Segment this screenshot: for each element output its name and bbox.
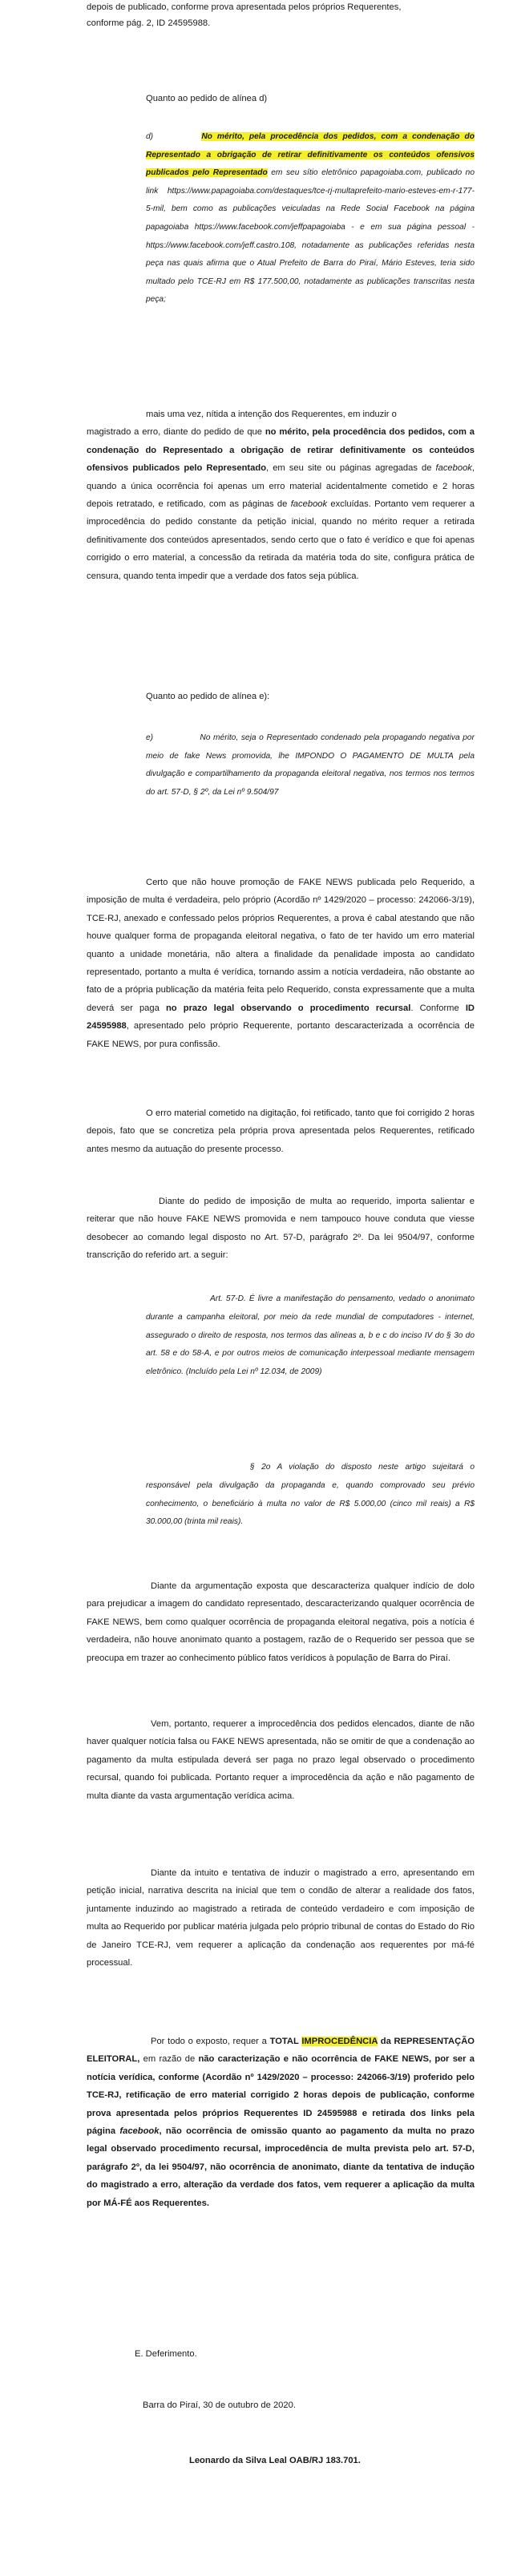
final-bold-representacao: da REPRESENTAÇÃO ELEITORAL, xyxy=(87,2037,475,2065)
para-d-facebook-1: facebook xyxy=(435,463,472,474)
final-highlight-improcedencia: IMPROCEDÊNCIA xyxy=(301,2037,378,2046)
final-bold-4: , não ocorrência de omissão quanto ao pagamento da multa no prazo legal observado procedimento recursal, improcedência de multa prevista pelo art. 57-D, parágrafo 2º, da lei 9504/97, não ocorrência de anonimato, diante da tentativa de indução do magistrado a erro, alteração da verdade dos fatos, vem requerer a aplicação da multa por MÁ-FÉ aos Requerentes. xyxy=(87,2126,475,2208)
paragraph-vem-portanto xyxy=(87,1715,475,1805)
para-d-text-1: magistrado a erro, diante do pedido de que xyxy=(87,427,265,438)
section-d-quote-text xyxy=(146,128,475,309)
law-quote-paragraph-2-text: § 2o A violação do disposto neste artigo sujeitará o responsável pela divulgação da propaganda e, quando comprovado seu prévio conhecimento, o beneficiário à multa no valor de R$ 5.000,00 (cinco mil reais) a R$ 30.000,00 (trinta mil reais). xyxy=(146,1463,475,1527)
paragraph-final-request-text xyxy=(87,2033,475,2212)
paragraph-fake-news xyxy=(87,874,475,1053)
section-e-quote-text xyxy=(146,729,475,801)
section-e-heading: Quanto ao pedido de alínea e): xyxy=(146,692,270,701)
para-d-bold: no mérito, pela procedência dos pedidos, com a condenação do Representado a obrigação de retirar definitivamente os conteúdos ofensivos publicados pelo Representado xyxy=(87,427,475,474)
paragraph-argumentacao xyxy=(87,1577,475,1667)
para-d-text-3: , quando a única ocorrência foi apenas um erro material acidentalmente cometido e 2 horas depois retratado, e retificado, com as páginas de xyxy=(87,463,475,510)
paragraph-vem-portanto-text: Vem, portanto, requerer a improcedência dos pedidos elencados, diante de não haver qualquer notícia falsa ou FAKE NEWS apresentada, não se omitir de que a condenação ao pagamento da multa estipulada deverá ser paga no prazo legal observado o procedimento recursal, quando foi publicada. Portanto requer a improcedência da ação e não pagamento de multa diante da vasta argumentação verídica acima. xyxy=(87,1719,475,1801)
para-d-text-4: excluídas. Portanto vem requerer a improcedência do pedido constante da petição inicial, quando no mérito requer a retirada definitivamente dos conteúdos apresentados, sendo certo que o fato é verídico e que foi apenas corrigido o erro material, a concessão da retirada da matéria toda do site, configura prática de censura, quando tenta impedir que a verdade dos fatos seja pública. xyxy=(87,499,475,581)
final-text-2: em razão de xyxy=(139,2054,199,2065)
paragraph-intuito xyxy=(87,1864,475,1972)
final-bold-3: não caracterização e não ocorrência de FAKE NEWS, por ser a notícia verídica, conforme (Acordão nº 1429/2020 – processo: 242066-3/19) proferido pelo TCE-RJ, retificação de erro material corrigido 2 horas depois de publicação, conforme prova apresentada pelos próprios Requerentes ID 24595988 e retirada dos links pela página xyxy=(87,2054,475,2137)
closing-place-date: Barra do Piraí, 30 de outubro de 2020. xyxy=(143,2400,296,2410)
paragraph-final-request xyxy=(87,2033,475,2212)
section-e-quote xyxy=(146,729,475,801)
top-fragment xyxy=(87,0,475,32)
signature: Leonardo da Silva Leal OAB/RJ 183.701. xyxy=(189,2456,361,2465)
closing-deferimento: E. Deferimento. xyxy=(135,2349,197,2359)
paragraph-erro-material-text: O erro material cometido na digitação, foi retificado, tanto que foi corrigido 2 horas depois, fato que se concretiza pela própria prova apresentada pelos Requerentes, retificado antes mesmo da autuação do presente processo. xyxy=(87,1108,475,1154)
fake-text-1: Certo que não houve promoção de FAKE NEWS publicada pelo Requerido, a imposição de multa é verdadeira, pelo próprio (Acordão nº 1429/2020 – processo: 242066-3/19), TCE-RJ, anexado e confessado pelos próprios Requerentes, a prova é cabal atestando que não houve qualquer forma de propaganda eleitoral negativa, o fato de ter havido um erro material quanto a unidade monetária, não altera a finalidade da penalidade imposta ao candidato representado, portanto a multa é verídica, tornando assim a notícia verdadeira, não obstante ao fato de a própria publicação da matéria feita pelo Requerido, consta expressamente que a multa deverá ser paga xyxy=(87,878,475,1013)
section-d-para-first-line: mais uma vez, nítida a intenção dos Requerentes, em induzir o xyxy=(146,410,397,419)
law-quote-art-57d-text: Art. 57-D. É livre a manifestação do pensamento, vedado o anonimato durante a campanha eleitoral, por meio da rede mundial de computadores - internet, assegurado o direito de resposta, nos termos das alíneas a, b e c do inciso IV do § 3o do art. 58 e do 58-A, e por outros meios de comunicação interpessoal mediante mensagem eletrônico. (Incluído pela Lei nº 12.034, de 2009) xyxy=(146,1294,475,1377)
section-d-para-body xyxy=(87,423,475,585)
para-d-facebook-2: facebook xyxy=(290,499,328,510)
fake-text-3: , apresentado pelo próprio Requerente, portanto descaracterizada a ocorrência de FAKE NEWS, por pura confissão. xyxy=(87,1021,475,1049)
paragraph-argumentacao-text: Diante da argumentação exposta que descaracteriza qualquer indício de dolo para prejudicar a imagem do candidato representado, descaracterizando qualquer ocorrência de FAKE NEWS, bem como qualquer ocorrência de propaganda eleitoral negativa, pois a notícia é verdadeira, não houve anonimato quanto a postagem, razão de o Requerido ser pessoa que se preocupa em trazer ao conhecimento público fatos verídicos à população de Barra do Piraí. xyxy=(87,1581,475,1663)
quote-highlight: No mérito, pela procedência dos pedidos, com a condenação do Representado a obrigação de retirar definitivamente os conteúdos ofensivos publicados pelo Representado xyxy=(146,132,475,178)
law-quote-art-57d xyxy=(146,1290,475,1382)
paragraph-diante-text: Diante do pedido de imposição de multa ao requerido, importa salientar e reiterar que não houve FAKE NEWS promovida e nem tampouco houve conduta que viesse desobecer ao comando legal disposto no Art. 57-D, parágrafo 2º. Da lei 9504/97, conforme transcrição do referido art. a seguir: xyxy=(87,1197,475,1261)
section-d-quote xyxy=(146,128,475,309)
paragraph-erro-material xyxy=(87,1104,475,1158)
fake-bold-1: no prazo legal observando o procedimento recursal xyxy=(165,1003,411,1013)
fake-bold-id: ID 24595988 xyxy=(87,1003,475,1032)
paragraph-intuito-text: Diante da intuito e tentativa de induzir o magistrado a erro, apresentando em petição inicial, narrativa descrita na inicial que tem o condão de alterar a realidade dos fatos, juntamente induzindo ao magistrado a retirada de conteúdo verdadeiro e com imposição de multa ao Requerido por publicar matéria julgada pelo próprio tribunal de contas do Estado do Rio de Janeiro TCE-RJ, vem requerer a aplicação da condenação aos requerentes por má-fé processual. xyxy=(87,1868,475,1968)
quote-letter-d: d) xyxy=(146,132,154,141)
final-text-1: Por todo o exposto, requer a xyxy=(151,2037,270,2046)
fake-text-2: . Conforme xyxy=(410,1003,466,1013)
section-d-paragraph xyxy=(87,406,475,585)
final-bold-facebook: facebook xyxy=(119,2126,160,2137)
para-d-text-2: , em seu site ou páginas agregadas de xyxy=(266,463,436,474)
top-fragment-line-2: conforme pág. 2, ID 24595988. xyxy=(87,18,211,28)
quote-rest: em seu sítio eletrônico papagoiaba.com, publicado no link https://www.papagoiaba.com/destaques/tce-rj-multaprefeito-mario-esteves-em-r-177-5-mil, bem como as publicações veiculadas na Rede Social Facebook na página papagoiaba https://www.facebook.com/jeffpapagoiaba - e em sua página pessoal - https://www.facebook.com/jeff.castro.108, notadamente as publicações referidas nesta peça nas quais afirma que o Atual Prefeito de Barra do Piraí, Mário Esteves, teria sido multado pelo TCE-RJ em R$ 177.500,00, notadamente as publicações transcritas nesta peça; xyxy=(146,168,475,305)
section-e-quote-body: No mérito, seja o Representado condenado pela propagando negativa por meio de fake News promovida, lhe IMPONDO O PAGAMENTO DE MULTA pela divulgação e compartilhamento da propaganda eleitoral negativa, nos termos nos termos do art. 57-D, § 2º, da Lei nº 9.504/97 xyxy=(146,733,475,797)
quote-letter-e: e) xyxy=(146,733,154,742)
paragraph-diante xyxy=(87,1193,475,1265)
section-d-heading: Quanto ao pedido de alínea d) xyxy=(146,94,268,103)
paragraph-fake-news-text xyxy=(87,874,475,1053)
law-quote-paragraph-2 xyxy=(146,1459,475,1532)
final-bold-total: TOTAL xyxy=(269,2037,302,2046)
top-fragment-line-1: depois de publicado, conforme prova apresentada pelos próprios Requerentes, xyxy=(87,2,402,12)
